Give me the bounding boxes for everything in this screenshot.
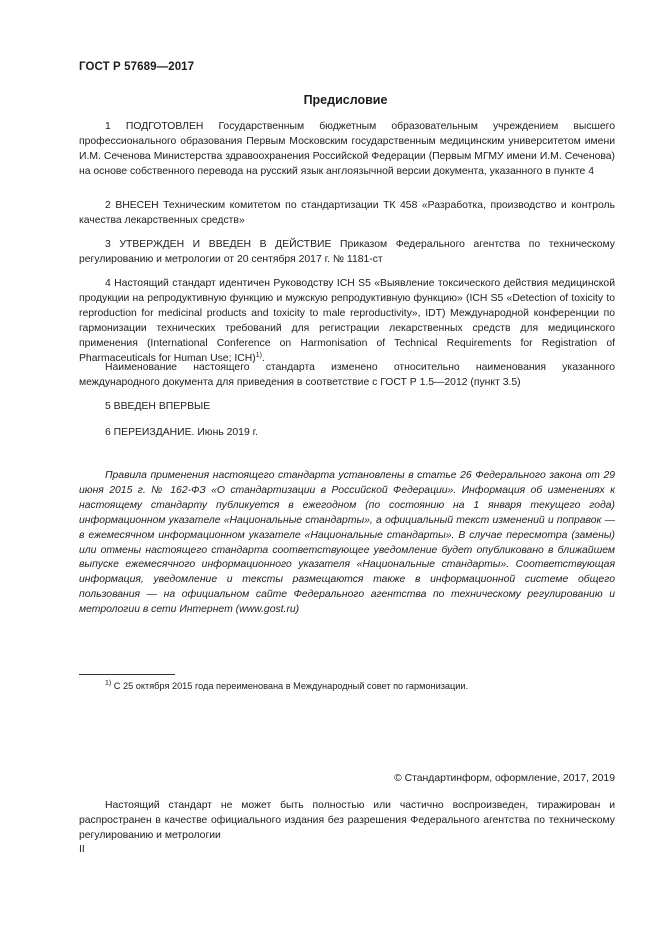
- footnote-reference: 1): [255, 351, 262, 359]
- standard-usage-notice: Правила применения настоящего стандарта установлены в статье 26 Федерального закона от 29 июня 2015 г. № 162-ФЗ «О стандартизации в Российской Федерации». Информация об изменениях к настоящему стандарту публикуется в ежегодном (по состоянию на 1 января текущего года) информационном указателе «Национальные стандарты», а официальный текст изменений и поправок — в ежемесячном информационном указателе «Национальные стандарты». В случае пересмотра (замены) или отмены настоящего стандарта соответствующее уведомление будет опубликовано в ближайшем выпуске ежемесячного информационного указателя «Национальные стандарты». Соответствующая информация, уведомление и тексты размещаются также в информационной системе общего пользования — на официальном сайте Федерального агентства по техническому регулированию и метрологии в сети Интернет (www.gost.ru): [79, 470, 615, 616]
- paragraph-4b: Наименование настоящего стандарта изменено относительно наименования указанного международного документа для приведения в соответствие с ГОСТ Р 1.5—2012 (пункт 3.5): [79, 362, 615, 388]
- paragraph-3: 3 УТВЕРЖДЕН И ВВЕДЕН В ДЕЙСТВИЕ Приказом Федерального агентства по техническому регулированию и метрологии от 20 сентября 2017 г. № 1181-ст: [79, 239, 615, 265]
- copyright-line: © Стандартинформ, оформление, 2017, 2019: [394, 773, 615, 784]
- page-number: II: [79, 844, 85, 855]
- paragraph-4-text: 4 Настоящий стандарт идентичен Руководству ICH S5 «Выявление токсического действия медицинской продукции на репродуктивную функцию и мужскую репродуктивную функцию» (ICH S5 «Detection of toxicity to reproduction for medicinal products and toxicity to male reproductivity», IDT) Международной конференции по гармонизации технических требований для регистрации лекарственных средств для медицинского применения (International Conference on Harmonisation of Technical Requirements for Registration of Pharmaceuticals for Human Use; ICH): [79, 278, 615, 364]
- footnote-text: С 25 октября 2015 года переименована в Международный совет по гармонизации.: [113, 681, 469, 691]
- paragraph-5: 5 ВВЕДЕН ВПЕРВЫЕ: [105, 401, 211, 412]
- paragraph-6: 6 ПЕРЕИЗДАНИЕ. Июнь 2019 г.: [105, 427, 259, 438]
- page-title: [0, 93, 661, 107]
- footnote-mark: 1): [105, 680, 112, 687]
- paragraph-4-end: .: [261, 352, 265, 364]
- paragraph-2: 2 ВНЕСЕН Техническим комитетом по стандартизации ТК 458 «Разработка, производство и контроль качества лекарственных средств»: [79, 200, 615, 226]
- footnote: [105, 680, 468, 692]
- paragraph-4: [79, 277, 615, 366]
- reproduction-notice: Настоящий стандарт не может быть полностью или частично воспроизведен, тиражирован и распространен в качестве официального издания без разрешения Федерального агентства по техническому регулированию и метрологии: [79, 800, 615, 841]
- footnote-divider: [79, 674, 175, 675]
- page-title-text: Предисловие: [303, 93, 388, 107]
- paragraph-1: 1 ПОДГОТОВЛЕН Государственным бюджетным образовательным учреждением высшего профессионального образования Первым Московским государственным медицинским университетом имени И.М. Сеченова Министерства здравоохранения Российской Федерации (Первым МГМУ имени И.М. Сеченова) на основе собственного перевода на русский язык англоязычной версии документа, указанного в пункте 4: [79, 121, 615, 177]
- document-id-header: ГОСТ Р 57689—2017: [79, 61, 195, 73]
